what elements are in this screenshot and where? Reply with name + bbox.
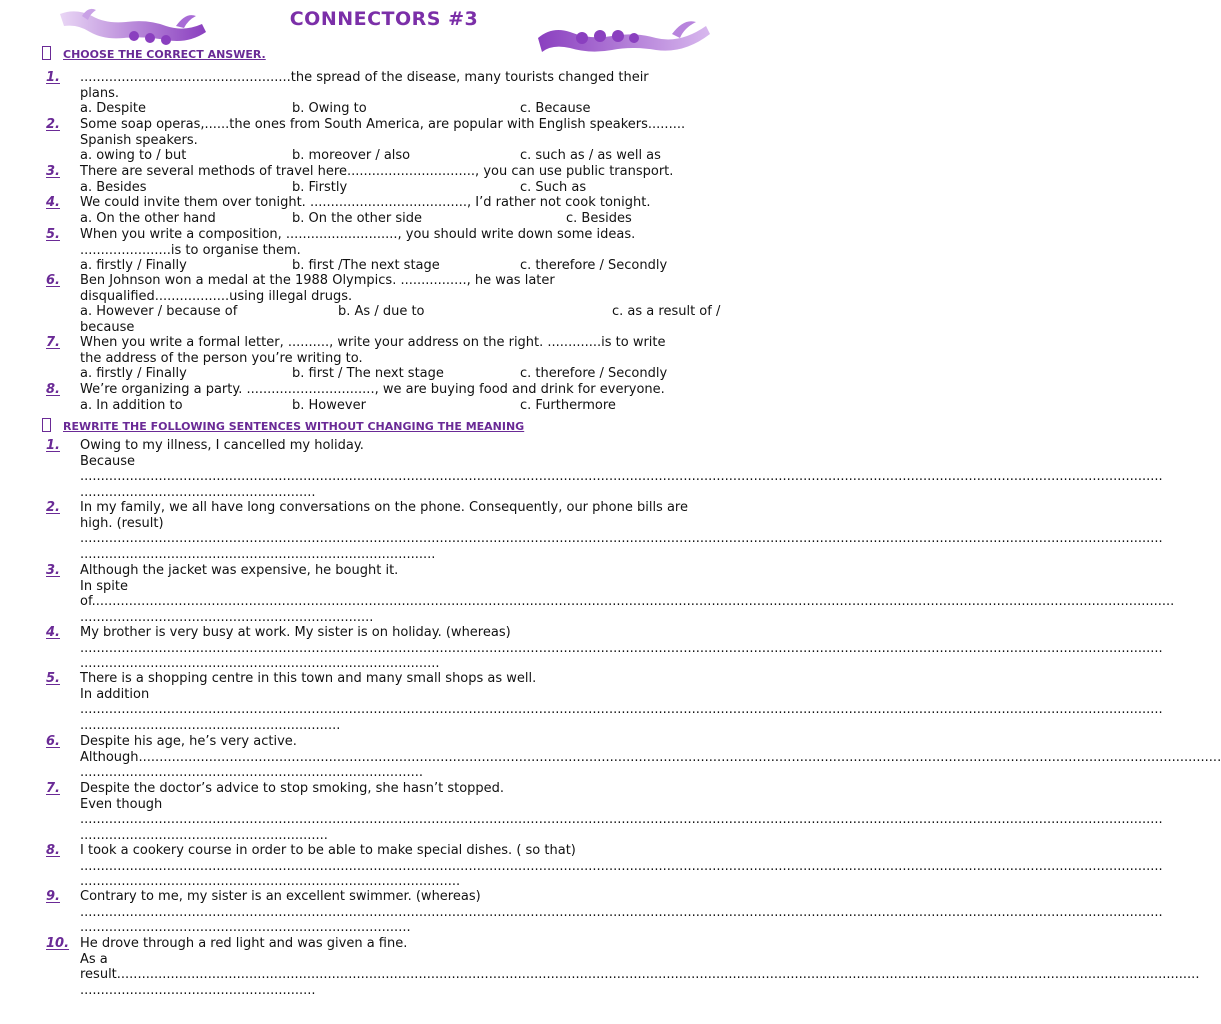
sentence-text: He drove through a red light and was given a fine. (80, 936, 408, 951)
question-text: the address of the person you’re writing to. (80, 350, 363, 366)
question-number: 5. (46, 227, 60, 242)
checkbox-icon (42, 46, 51, 60)
answer-line[interactable]: ...................................................................................................................................................................................................................................................................... (80, 469, 1163, 485)
answer-line-end[interactable]: ............................................................................................ (80, 874, 461, 890)
rewrite-prompt: Although (80, 749, 139, 765)
question-text: disqualified..................using illegal drugs. (80, 288, 353, 304)
answer-option[interactable]: b. moreover / also (292, 148, 411, 164)
answer-option[interactable]: b. On the other side (292, 210, 422, 226)
answer-line[interactable]: of...................................................................................................................................................................................................................................................................... (80, 594, 1175, 610)
question-number: 4. (46, 195, 60, 210)
question-number: 2. (46, 500, 60, 515)
answer-line[interactable]: Although...................................................................................................................................................................................................................................................................... (80, 749, 1221, 765)
answer-option[interactable]: b. Owing to (292, 101, 367, 117)
section1-heading-text: CHOOSE THE CORRECT ANSWER. (63, 48, 266, 61)
answer-line[interactable]: ...................................................................................................................................................................................................................................................................... (80, 531, 1163, 547)
answer-line-end[interactable]: ......................................................... (80, 484, 316, 500)
question-text: We could invite them over tonight. ......................................, I’d rather not cook tonight. (80, 195, 651, 210)
rewrite-prompt: of (80, 594, 92, 610)
answer-option[interactable]: c. therefore / Secondly (520, 258, 668, 274)
answer-line[interactable]: ...................................................................................................................................................................................................................................................................... (80, 904, 1163, 920)
answer-line-end[interactable]: ................................................................................... (80, 765, 423, 781)
question-text: ......................is to organise them. (80, 242, 301, 258)
question-number: 9. (46, 889, 60, 904)
answer-line[interactable]: ...................................................................................................................................................................................................................................................................... (80, 702, 1163, 718)
answer-option[interactable]: b. As / due to (338, 304, 425, 320)
answer-option[interactable]: c. as a result of / (612, 304, 721, 320)
sentence-text: high. (result) (80, 515, 164, 531)
answer-option[interactable]: a. firstly / Finally (80, 366, 187, 382)
rewrite-prompt: Because (80, 453, 136, 469)
question-number: 2. (46, 117, 60, 132)
answer-option[interactable]: c. Because (520, 101, 591, 117)
answer-line[interactable]: ...................................................................................................................................................................................................................................................................... (80, 640, 1163, 656)
sentence-text: My brother is very busy at work. My sister is on holiday. (whereas) (80, 625, 511, 640)
answer-option[interactable]: a. owing to / but (80, 148, 187, 164)
sentence-text: Contrary to me, my sister is an excellent swimmer. (whereas) (80, 889, 481, 904)
question-number: 7. (46, 781, 60, 796)
question-text: ...................................................the spread of the disease, many tourists changed their (80, 70, 649, 85)
answer-option[interactable]: a. In addition to (80, 397, 183, 413)
answer-line-end[interactable]: ...................................................................................... (80, 546, 436, 562)
answer-line-end[interactable]: ................................................................................ (80, 920, 411, 936)
sentence-text: In my family, we all have long conversations on the phone. Consequently, our phone bills are (80, 500, 688, 515)
question-text: plans. (80, 85, 119, 101)
answer-option[interactable]: b. first / The next stage (292, 366, 444, 382)
answer-option[interactable]: a. On the other hand (80, 210, 216, 226)
answer-line[interactable]: ...................................................................................................................................................................................................................................................................... (80, 812, 1163, 828)
answer-line-end[interactable]: ....................................................................................... (80, 656, 440, 672)
checkbox-icon (42, 418, 51, 432)
question-text: We’re organizing a party. ..............................., we are buying food and drink for everyone. (80, 382, 665, 397)
question-text: Spanish speakers. (80, 132, 198, 148)
answer-option[interactable]: a. However / because of (80, 304, 238, 320)
sentence-text: I took a cookery course in order to be able to make special dishes. ( so that) (80, 843, 576, 858)
answer-option[interactable]: c. such as / as well as (520, 148, 661, 164)
section2-heading-text: REWRITE THE FOLLOWING SENTENCES WITHOUT CHANGING THE MEANING (63, 420, 525, 433)
question-number: 10. (46, 936, 70, 951)
answer-line-end[interactable]: ......................................................... (80, 982, 316, 998)
question-text: Ben Johnson won a medal at the 1988 Olympics. ................, he was later (80, 273, 555, 288)
answer-option[interactable]: a. Despite (80, 101, 146, 117)
question-number: 3. (46, 563, 60, 578)
answer-option[interactable]: a. firstly / Finally (80, 258, 187, 274)
rewrite-prompt: In spite (80, 578, 128, 594)
answer-option[interactable]: c. Furthermore (520, 397, 616, 413)
answer-option[interactable]: b. However (292, 397, 366, 413)
answer-option[interactable]: b. Firstly (292, 179, 348, 195)
question-number: 6. (46, 273, 60, 288)
question-text: When you write a composition, ..........................., you should write down some ideas. (80, 227, 636, 242)
sentence-text: Although the jacket was expensive, he bought it. (80, 563, 399, 578)
question-number: 7. (46, 335, 60, 350)
answer-line[interactable]: result...................................................................................................................................................................................................................................................................... (80, 967, 1200, 983)
vine-ornament-right-icon (534, 16, 714, 60)
question-number: 1. (46, 70, 60, 85)
rewrite-prompt: result (80, 967, 117, 983)
rewrite-prompt: As a (80, 951, 108, 967)
page-title: CONNECTORS #3 (289, 8, 479, 30)
answer-line-end[interactable]: ............................................................ (80, 827, 328, 843)
rewrite-prompt: Even though (80, 796, 163, 812)
question-number: 4. (46, 625, 60, 640)
answer-line-end[interactable]: ....................................................................... (80, 609, 374, 625)
answer-option[interactable]: b. first /The next stage (292, 258, 440, 274)
answer-option-continued: because (80, 319, 135, 335)
question-number: 6. (46, 734, 60, 749)
answer-line-end[interactable]: ............................................................... (80, 717, 341, 733)
answer-option[interactable]: c. therefore / Secondly (520, 366, 668, 382)
sentence-text: Despite his age, he’s very active. (80, 734, 297, 749)
question-text: Some soap operas,......the ones from South America, are popular with English speakers......... (80, 117, 686, 132)
rewrite-prompt: In addition (80, 686, 150, 702)
question-text: There are several methods of travel here..............................., you can use public transport. (80, 164, 674, 179)
question-number: 5. (46, 671, 60, 686)
question-number: 8. (46, 382, 60, 397)
question-number: 3. (46, 164, 60, 179)
sentence-text: There is a shopping centre in this town and many small shops as well. (80, 671, 537, 686)
question-number: 1. (46, 438, 60, 453)
section2-heading (42, 418, 524, 433)
section1-heading (42, 46, 266, 61)
sentence-text: Owing to my illness, I cancelled my holiday. (80, 438, 364, 453)
sentence-text: Despite the doctor’s advice to stop smoking, she hasn’t stopped. (80, 781, 505, 796)
answer-option[interactable]: a. Besides (80, 179, 147, 195)
question-number: 8. (46, 843, 60, 858)
question-text: When you write a formal letter, .........., write your address on the right. .............is to write (80, 335, 666, 350)
answer-option[interactable]: c. Such as (520, 179, 587, 195)
answer-option[interactable]: c. Besides (566, 210, 632, 226)
answer-line[interactable]: ...................................................................................................................................................................................................................................................................... (80, 858, 1163, 874)
